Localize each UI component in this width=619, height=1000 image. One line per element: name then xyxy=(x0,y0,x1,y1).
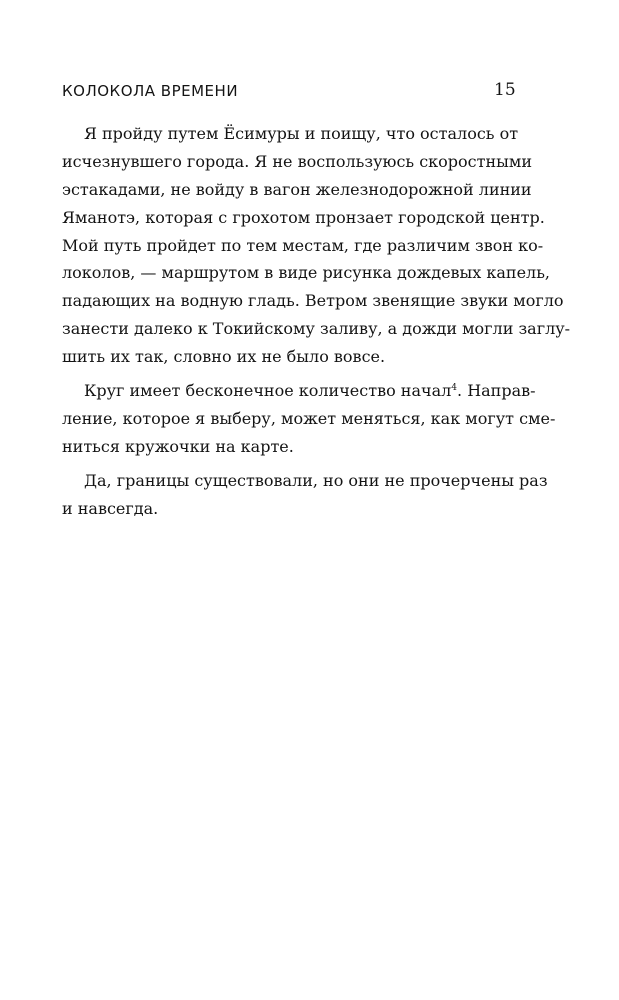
text-line: Да, границы существовали, но они не прочерчены раз xyxy=(84,470,548,490)
text-fragment: Круг имеет бесконечное количество начал xyxy=(84,381,452,401)
text-line: локолов, — маршрутом в виде рисунка дождевых капель, xyxy=(62,263,551,283)
text-line: занести далеко к Токийскому заливу, а дожди могли заглу- xyxy=(62,319,571,339)
text-line: исчезнувшего города. Я не воспользуюсь скоростными xyxy=(62,151,532,171)
text-line: Я пройду путем Ёсимуры и поищу, что осталось от xyxy=(84,124,519,143)
text-line: эстакадами, не войду в вагон железнодорожной линии xyxy=(62,179,532,199)
footnote-reference[interactable]: 4 xyxy=(451,383,458,394)
text-line: Яманотэ, которая с грохотом пронзает городской центр. xyxy=(62,207,545,227)
text-line: Мой путь пройдет по тем местам, где различим звон ко- xyxy=(62,235,544,255)
text-line: падающих на водную гладь. Ветром звенящие звуки могло xyxy=(62,291,564,311)
text-fragment: . Направ- xyxy=(457,381,536,401)
text-line: шить их так, словно их не было вовсе. xyxy=(62,347,386,367)
text-line xyxy=(62,377,536,405)
text-line: и навсегда. xyxy=(62,498,159,518)
text-line: ниться кружочки на карте. xyxy=(62,436,294,456)
page-number: 15 xyxy=(494,80,516,100)
text-line: ление, которое я выберу, может меняться, как могут сме- xyxy=(62,408,556,428)
paragraph-3 xyxy=(62,467,548,523)
paragraph-2 xyxy=(62,377,556,461)
body-text xyxy=(62,120,571,528)
running-header: КОЛОКОЛА ВРЕМЕНИ xyxy=(62,82,239,100)
paragraph-1 xyxy=(62,120,571,371)
